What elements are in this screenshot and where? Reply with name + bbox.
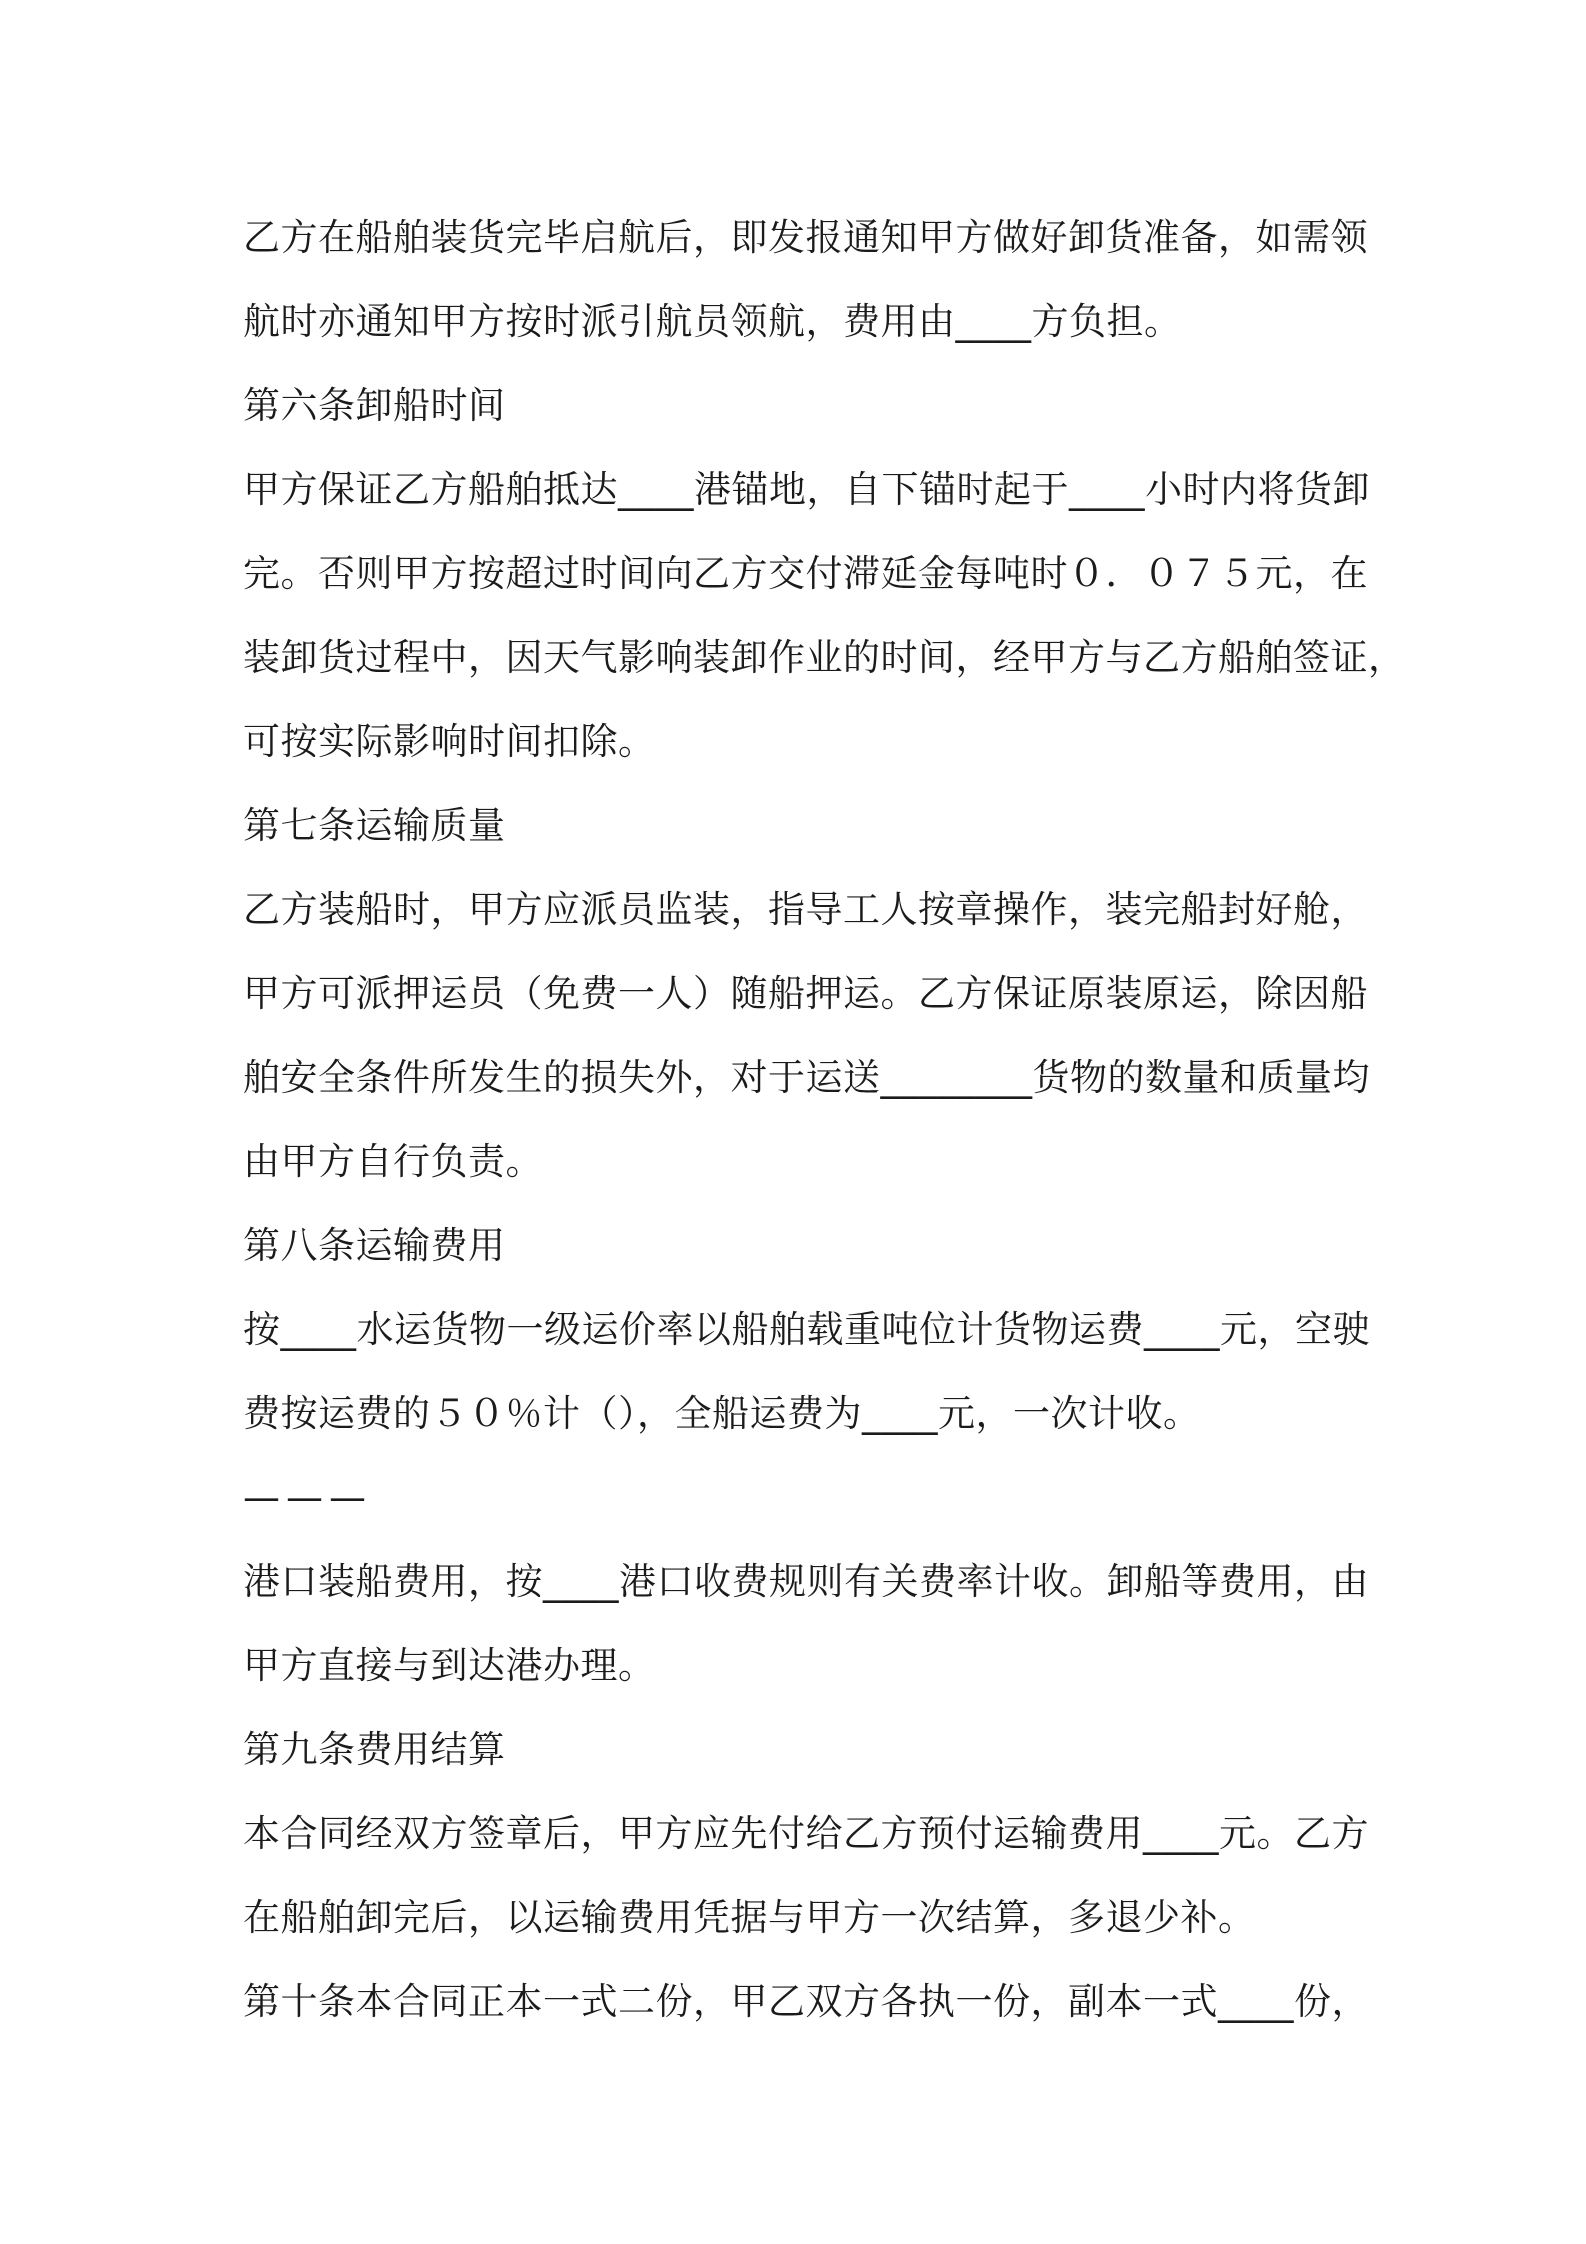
paragraph-line: 由甲方自行负责。 <box>243 1140 543 1183</box>
paragraph-line: 本合同经双方签章后，甲方应先付给乙方预付运输费用____元。乙方 <box>243 1812 1369 1855</box>
paragraph-line: 航时亦通知甲方按时派引航员领航，费用由____方负担。 <box>243 300 1182 343</box>
paragraph-line: 费按运费的５０％计（），全船运费为____元，一次计收。 <box>243 1392 1201 1435</box>
section-heading-9: 第九条费用结算 <box>243 1728 506 1771</box>
paragraph-line: 港口装船费用，按____港口收费规则有关费率计收。卸船等费用，由 <box>243 1560 1369 1603</box>
paragraph-line: 可按实际影响时间扣除。 <box>243 720 656 763</box>
dash-separator: ——— <box>243 1476 372 1519</box>
section-heading-6: 第六条卸船时间 <box>243 384 506 427</box>
paragraph-line: 乙方在船舶装货完毕启航后，即发报通知甲方做好卸货准备，如需领 <box>243 216 1368 259</box>
paragraph-line: 甲方可派押运员（免费一人）随船押运。乙方保证原装原运，除因船 <box>243 972 1368 1015</box>
paragraph-line: 完。否则甲方按超过时间向乙方交付滞延金每吨时０．０７５元，在 <box>243 552 1368 595</box>
document-body <box>243 196 1406 2044</box>
paragraph-line: 舶安全条件所发生的损失外，对于运送________货物的数量和质量均 <box>243 1056 1370 1099</box>
paragraph-line: 乙方装船时，甲方应派员监装，指导工人按章操作，装完船封好舱， <box>243 888 1368 931</box>
section-heading-7: 第七条运输质量 <box>243 804 506 847</box>
paragraph-line: 第十条本合同正本一式二份，甲乙双方各执一份，副本一式____份， <box>243 1980 1369 2023</box>
paragraph-line: 在船舶卸完后，以运输费用凭据与甲方一次结算，多退少补。 <box>243 1896 1256 1939</box>
section-heading-8: 第八条运输费用 <box>243 1224 506 1267</box>
paragraph-line: 按____水运货物一级运价率以船舶载重吨位计货物运费____元，空驶 <box>243 1308 1370 1351</box>
paragraph-line: 甲方保证乙方船舶抵达____港锚地，自下锚时起于____小时内将货卸 <box>243 468 1370 511</box>
paragraph-line: 甲方直接与到达港办理。 <box>243 1644 656 1687</box>
paragraph-line: 装卸货过程中，因天气影响装卸作业的时间，经甲方与乙方船舶签证， <box>243 636 1406 679</box>
